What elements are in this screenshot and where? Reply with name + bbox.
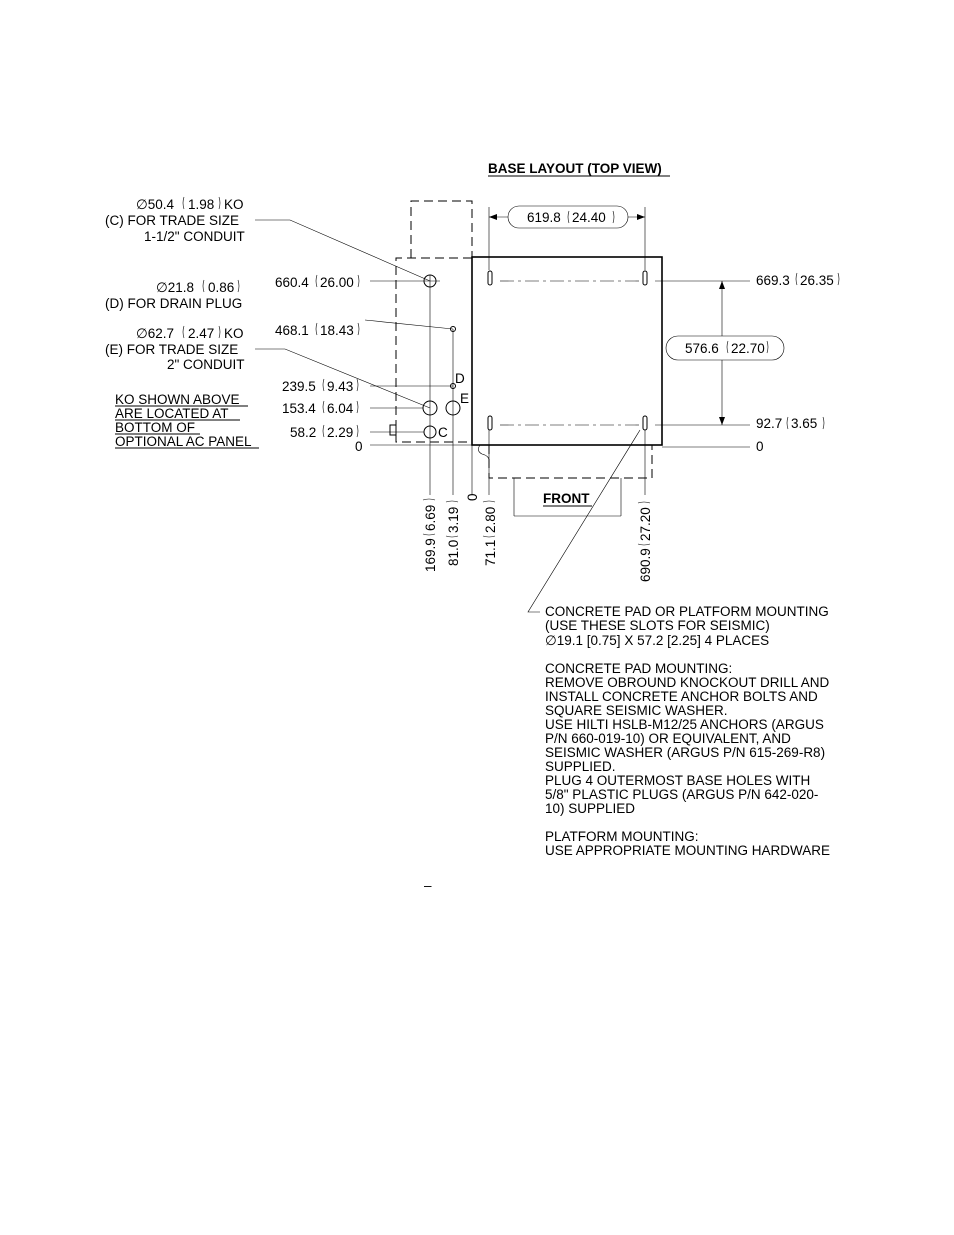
left-dim-468-in: 18.43	[320, 323, 354, 338]
right-dim-zero: 0	[756, 439, 764, 454]
seismic-note-line-3: ∅19.1 [0.75] X 57.2 [2.25] 4 PLACES	[545, 633, 770, 648]
top-dimension	[489, 206, 645, 270]
base-outline	[472, 257, 662, 445]
right-dim-669-mm: 669.3	[756, 273, 790, 288]
mid-dim-in: 22.70	[731, 341, 765, 356]
concrete-note-line-4: SQUARE SEISMIC WASHER.	[545, 703, 728, 718]
platform-note-line-2: USE APPROPRIATE MOUNTING HARDWARE	[545, 843, 831, 858]
bottom-dim-81-in: 3.19	[446, 506, 461, 533]
mounting-slot-top-left	[488, 271, 492, 285]
ko-letter-d: D	[455, 371, 465, 386]
seismic-note-leader	[528, 430, 640, 612]
left-dim-58-mm: 58.2	[290, 425, 317, 440]
mid-dim-mm: 576.6	[685, 341, 719, 356]
bottom-dim-690-in: 27.20	[638, 507, 653, 541]
concrete-note-line-7: SEISMIC WASHER (ARGUS P/N 615-269-R8)	[545, 745, 826, 760]
bottom-dimensions	[423, 493, 653, 582]
top-dim-in: 24.40	[572, 210, 606, 225]
concrete-note-line-3: INSTALL CONCRETE ANCHOR BOLTS AND	[545, 689, 818, 704]
mounting-slot-bottom-left	[488, 416, 492, 430]
drawing-title: BASE LAYOUT (TOP VIEW)	[488, 161, 662, 176]
ko-e-purpose: (E) FOR TRADE SIZE	[105, 342, 239, 357]
ko-d-purpose: (D) FOR DRAIN PLUG	[105, 296, 243, 311]
top-dim-mm: 619.8	[527, 210, 561, 225]
left-dim-239-mm: 239.5	[282, 379, 316, 394]
ko-d-size-in: 0.86	[208, 280, 235, 295]
right-dim-92-mm: 92.7	[756, 416, 783, 431]
ko-e-ko: KO	[224, 326, 244, 341]
right-dim-92-in: 3.65	[791, 416, 818, 431]
seismic-note-line-2: (USE THESE SLOTS FOR SEISMIC)	[545, 618, 770, 633]
bottom-dim-169-in: 6.69	[423, 504, 438, 531]
mounting-slot-bottom-right	[643, 416, 647, 430]
ko-note-line-2: ARE LOCATED AT	[115, 406, 229, 421]
concrete-mounting-note	[545, 661, 830, 816]
front-label-group	[514, 478, 621, 516]
ko-note-line-1: KO SHOWN ABOVE	[115, 392, 240, 407]
left-dim-153-mm: 153.4	[282, 401, 316, 416]
bottom-dim-zero: 0	[465, 493, 480, 501]
ko-e-conduit: 2" CONDUIT	[167, 357, 245, 372]
ko-c-purpose: (C) FOR TRADE SIZE	[105, 213, 240, 228]
ko-c-size: ∅50.4	[136, 197, 175, 212]
concrete-note-line-9: PLUG 4 OUTERMOST BASE HOLES WITH	[545, 773, 811, 788]
bottom-dim-690-mm: 690.9	[638, 548, 653, 582]
concrete-note-line-10: 5/8" PLASTIC PLUGS (ARGUS P/N 642-020-	[545, 787, 819, 802]
concrete-note-line-2: REMOVE OBROUND KNOCKOUT DRILL AND	[545, 675, 830, 690]
bottom-dim-71-in: 2.80	[483, 506, 498, 533]
left-dim-660-in: 26.00	[320, 275, 354, 290]
ko-c-size-in: 1.98	[188, 197, 215, 212]
ko-e-size-in: 2.47	[188, 326, 215, 341]
right-dim-669-in: 26.35	[800, 273, 834, 288]
ko-d-size: ∅21.8	[156, 280, 195, 295]
front-extension-outline	[478, 445, 652, 478]
concrete-note-line-5: USE HILTI HSLB-M12/25 ANCHORS (ARGUS	[545, 717, 824, 732]
concrete-note-line-11: 10) SUPPLIED	[545, 801, 636, 816]
ko-location-note	[115, 392, 259, 449]
bottom-dim-81-mm: 81.0	[446, 539, 461, 566]
platform-mounting-note	[545, 829, 830, 858]
left-dim-zero: 0	[355, 439, 363, 454]
left-dim-153-in: 6.04	[327, 401, 354, 416]
ko-e-size: ∅62.7	[136, 326, 175, 341]
ko-note-line-4: OPTIONAL AC PANEL	[115, 434, 252, 449]
ko-note-line-3: BOTTOM OF	[115, 420, 195, 435]
front-label: FRONT	[543, 491, 590, 506]
slot-centerlines	[500, 281, 640, 425]
ko-letter-e: E	[460, 391, 470, 406]
seismic-note-line-1: CONCRETE PAD OR PLATFORM MOUNTING	[545, 604, 829, 619]
bottom-dim-71-mm: 71.1	[483, 539, 498, 566]
bottom-dim-169-mm: 169.9	[423, 538, 438, 572]
ko-letter-c: C	[438, 425, 448, 440]
ko-e-callout	[105, 326, 245, 372]
left-dim-660-mm: 660.4	[275, 275, 309, 290]
ko-d-callout	[105, 280, 242, 311]
concrete-note-line-1: CONCRETE PAD MOUNTING:	[545, 661, 733, 676]
left-dim-468-mm: 468.1	[275, 323, 309, 338]
concrete-note-line-6: P/N 660-019-10) OR EQUIVALENT, AND	[545, 731, 791, 746]
seismic-note	[545, 604, 829, 648]
left-dim-239-in: 9.43	[327, 379, 354, 394]
left-extension-lines	[370, 281, 472, 445]
concrete-note-line-8: SUPPLIED.	[545, 759, 616, 774]
platform-note-line-1: PLATFORM MOUNTING:	[545, 829, 699, 844]
ko-c-conduit: 1-1/2" CONDUIT	[144, 229, 245, 244]
left-dim-58-in: 2.29	[327, 425, 354, 440]
mounting-slot-top-right	[643, 271, 647, 285]
stray-mark: –	[424, 878, 432, 893]
ko-c-ko: KO	[224, 197, 244, 212]
ko-c-callout	[105, 197, 245, 244]
